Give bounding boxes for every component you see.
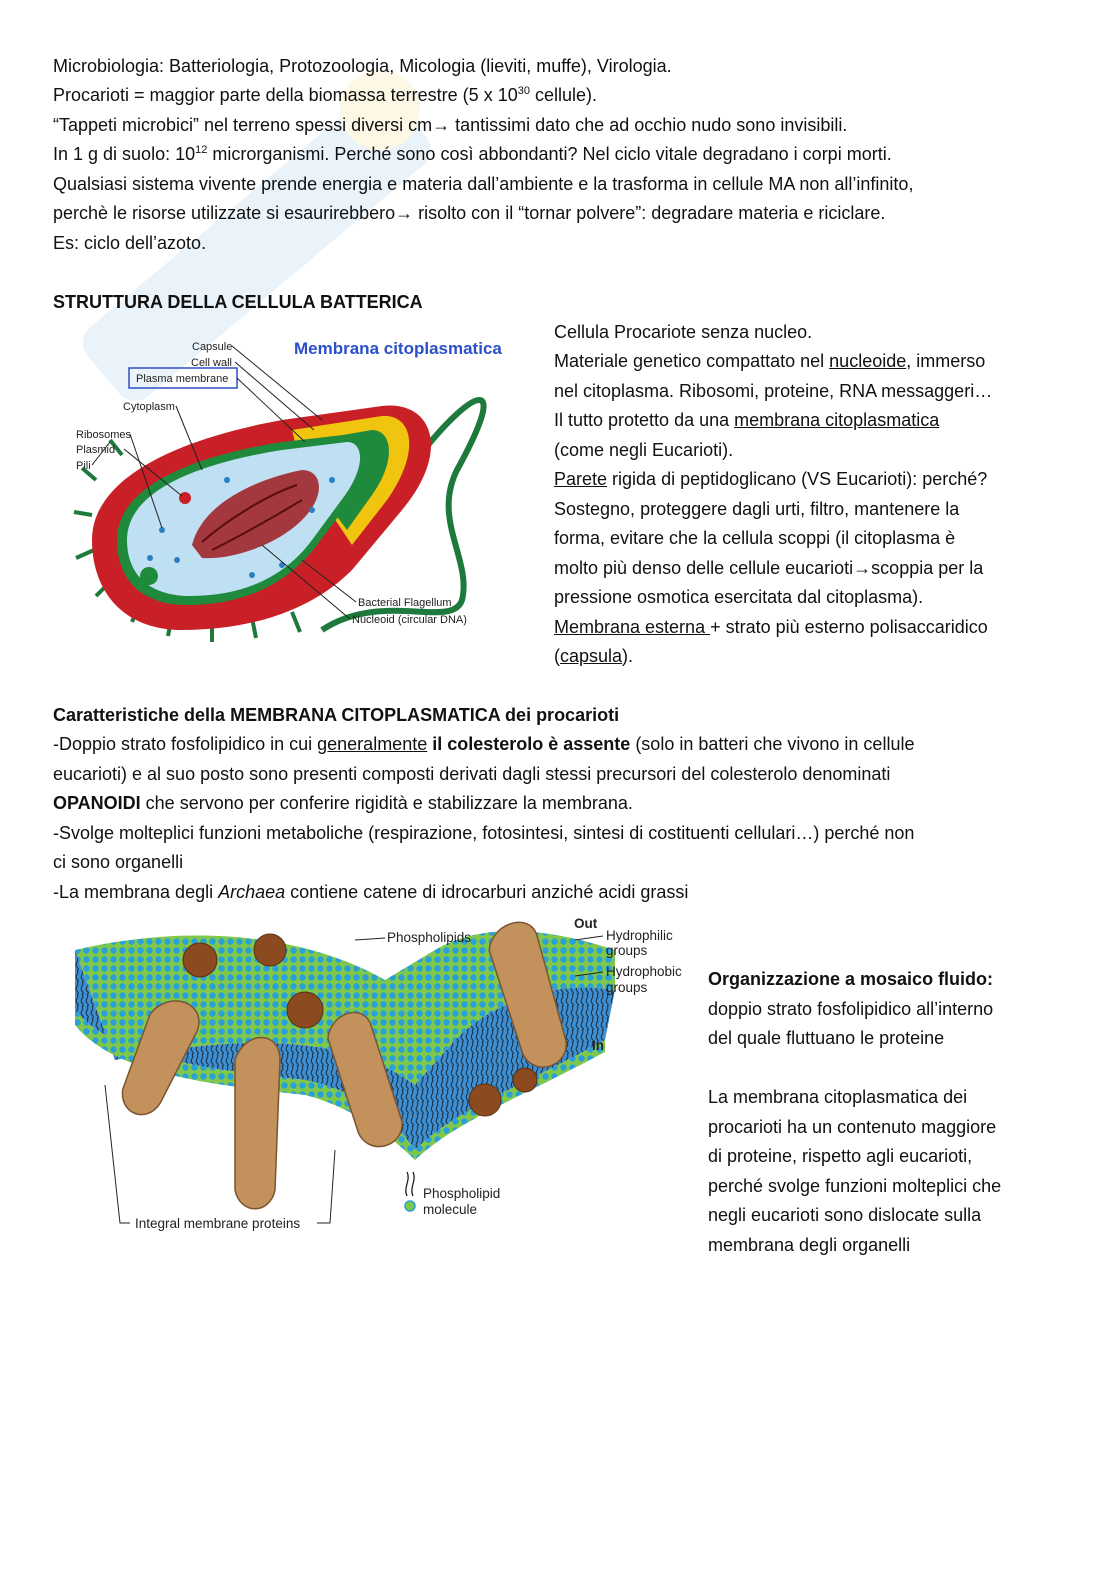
cell-text-line: (come negli Eucarioti). bbox=[554, 440, 734, 460]
label-cell-wall: Cell wall bbox=[191, 357, 232, 369]
cell-text-line: Cellula Procariote senza nucleo. bbox=[554, 322, 813, 342]
cell-text-line: Materiale genetico compattato nel nucleoide, immerso bbox=[554, 351, 986, 371]
label-nucleoid: Nucleoid (circular DNA) bbox=[352, 614, 467, 626]
label-ribosomes: Ribosomes bbox=[76, 429, 132, 441]
label-plasmid: Plasmid bbox=[76, 444, 116, 456]
side-text-line: negli eucarioti sono dislocate sulla bbox=[708, 1205, 982, 1225]
plasmid-shape bbox=[179, 492, 191, 504]
cell-text-line: pressione osmotica esercitata dal citoplasma). bbox=[554, 587, 924, 607]
label-hydrophilic: Hydrophilic bbox=[606, 928, 673, 943]
cell-text-line: Membrana esterna + strato più esterno polisaccaridico bbox=[554, 617, 988, 637]
label-hydrophobic: Hydrophobic bbox=[606, 964, 682, 979]
cell-text-line: Sostegno, proteggere dagli urti, filtro, mantenere la bbox=[554, 499, 960, 519]
granule-shape bbox=[140, 567, 158, 585]
label-hydrophobic-2: groups bbox=[606, 980, 648, 995]
cell-text-line: Parete rigida di peptidoglicano (VS Eucarioti): perché? bbox=[554, 469, 988, 489]
cell-text-line: forma, evitare che la cellula scoppi (il citoplasma è bbox=[554, 528, 956, 548]
membrane-text-line: ci sono organelli bbox=[53, 852, 184, 872]
intro-line: Microbiologia: Batteriologia, Protozoologia, Micologia (lieviti, muffe), Virologia. bbox=[53, 56, 672, 76]
membrane-text-line: eucarioti) e al suo posto sono presenti composti derivati dagli stessi precursori del colesterolo denominati bbox=[53, 764, 891, 784]
intro-line: In 1 g di suolo: $10^{12}$ microrganismi. Perché sono così abbondanti? Nel ciclo vitale degradano i corpi morti. bbox=[53, 144, 892, 164]
section-heading: Caratteristiche della MEMBRANA CITOPLASMATICA dei procarioti bbox=[53, 705, 620, 725]
side-text-line: di proteine, rispetto agli eucarioti, bbox=[708, 1146, 973, 1166]
side-text-line: doppio strato fosfolipidico all’interno bbox=[708, 999, 994, 1019]
intro-line: Es: ciclo dell’azoto. bbox=[53, 233, 207, 253]
section-heading: STRUTTURA DELLA CELLULA BATTERICA bbox=[53, 292, 423, 312]
membrane-text-line: -Doppio strato fosfolipidico in cui generalmente il colesterolo è assente (solo in batteri che vivono in cellule bbox=[53, 734, 915, 754]
label-phospholipids: Phospholipids bbox=[387, 930, 472, 945]
label-out: Out bbox=[574, 916, 598, 931]
label-in: In bbox=[592, 1038, 604, 1053]
label-hydrophilic-2: groups bbox=[606, 943, 648, 958]
label-cytoplasm: Cytoplasm bbox=[123, 401, 175, 413]
label-flagellum: Bacterial Flagellum bbox=[358, 597, 452, 609]
side-text-line: perché svolge funzioni molteplici che bbox=[708, 1176, 1002, 1196]
phospholipid-molecule-icon bbox=[405, 1172, 415, 1211]
label-capsule: Capsule bbox=[192, 341, 233, 353]
side-text-line: del quale fluttuano le proteine bbox=[708, 1028, 945, 1048]
cell-text-line: nel citoplasma. Ribosomi, proteine, RNA messaggeri… bbox=[554, 381, 993, 401]
side-text-line: La membrana citoplasmatica dei bbox=[708, 1087, 968, 1107]
cell-text-line: (capsula). bbox=[554, 646, 634, 666]
label-integral-proteins: Integral membrane proteins bbox=[135, 1216, 301, 1231]
side-text-line: procarioti ha un contenuto maggiore bbox=[708, 1117, 997, 1137]
intro-line: Procarioti = maggior parte della biomassa terrestre (5 x $10^{30}$ cellule). bbox=[53, 85, 597, 105]
label-pili: Pili bbox=[76, 460, 91, 472]
membrane-text-line: OPANOIDI che servono per conferire rigidità e stabilizzare la membrana. bbox=[53, 793, 633, 813]
bacterial-cell-figure bbox=[52, 330, 538, 670]
intro-line: “Tappeti microbici” nel terreno spessi diversi cm→ tantissimi dato che ad occhio nudo sono invisibili. bbox=[53, 115, 848, 135]
label-phospholipid-molecule: Phospholipid bbox=[423, 1186, 501, 1201]
cell-text-line: molto più denso delle cellule eucarioti→scoppia per la bbox=[554, 558, 984, 578]
figure-title: Membrana citoplasmatica bbox=[294, 339, 502, 358]
fluid-mosaic-figure bbox=[55, 910, 695, 1240]
side-title: Organizzazione a mosaico fluido: bbox=[708, 969, 994, 989]
intro-line: perchè le risorse utilizzate si esaurirebbero→ risolto con il “tornar polvere”: degradare materia e riciclare. bbox=[53, 203, 886, 223]
membrane-text-line: -Svolge molteplici funzioni metaboliche (respirazione, fotosintesi, sintesi di costituenti cellulari…) perché non bbox=[53, 823, 915, 843]
side-text-line: membrana degli organelli bbox=[708, 1235, 911, 1255]
intro-line: Qualsiasi sistema vivente prende energia e materia dall’ambiente e la trasforma in cellule MA non all’infinito, bbox=[53, 174, 914, 194]
membrane-text-line: -La membrana degli Archaea contiene catene di idrocarburi anziché acidi grassi bbox=[53, 882, 689, 902]
label-plasma-membrane: Plasma membrane bbox=[136, 373, 229, 385]
cell-text-line: Il tutto protetto da una membrana citoplasmatica bbox=[554, 410, 940, 430]
label-phospholipid-molecule-2: molecule bbox=[423, 1202, 478, 1217]
